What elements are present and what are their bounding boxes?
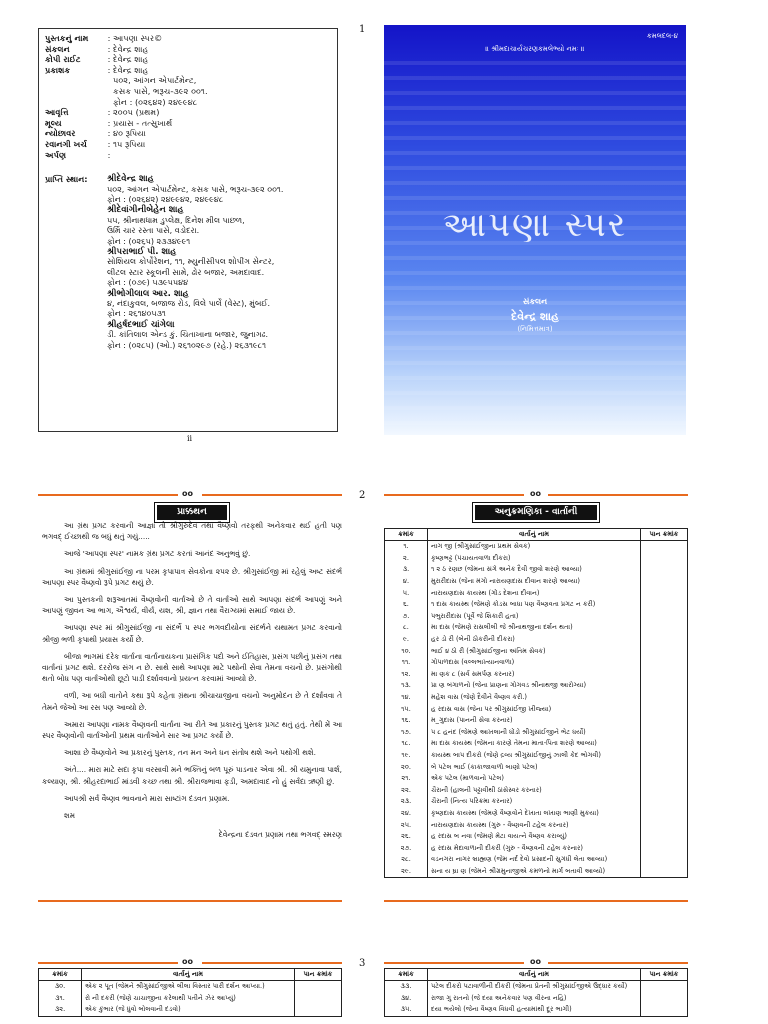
row-title: ચૈરાની (હાલની પટ્ટાવીથી ઠાંસેસ્વર કરનાર) [428,784,641,796]
p3-right-col-title: વાર્તાનું નામ [428,969,641,981]
cover-blessing: ॥ શ્રીમદાચાર્યચરણકમલેભ્યો નમઃ ॥ [485,45,585,53]
distributor-line: ફોન : (૦૨૬૫) ૨૩૩૪૯૯૧ [107,236,191,246]
row-number: ૮. [385,622,428,634]
row-page [641,750,688,762]
distributor-entry [107,320,331,351]
cover-series-tag: કમલદલ-૪ [646,32,678,40]
p3-right-rule-a [384,962,524,964]
preface-paragraphs [42,520,342,804]
imprint-value [113,54,331,65]
distributor-name: શ્રીદેવેન્દ્ર શાહ [107,174,154,185]
row-page [641,715,688,727]
row-page [641,587,688,599]
row-number: ૧૮. [385,738,428,750]
table-row [385,564,688,576]
row-page [641,831,688,843]
imprint-value-line: કસક પાસે, ભરૂચ-૩૯૨ ૦૦૧. [113,85,208,96]
preface-paragraph: આ પુસ્તકની શરૂઆતમાં વૈષ્ણવોની વાર્તાઓ છે તે વાર્તાઓ સાથે આપણા સંદર્ભ આપણું અને આપણું જીવન આ ભાગ, ઐશ્વર્ય, વીર્ય, યશ, શ્રી, જ્ઞાન તથા વૈરાગ્યમાં સમાઈ જાય છે. [42,595,342,616]
row-title: મુરારીદાસ (જેના મંગો નારાયણદાસ દીવાન શરણે આવ્યા) [428,576,641,588]
left-top-rule-a [38,494,178,496]
distributor-line: ૫૦૨, આંગન એપાર્ટમેન્ટ, કસક પાસે, ભરૂચ-૩૯૨ ૦૦૧. [107,184,284,194]
row-page [641,669,688,681]
row-number: ૨૮. [385,854,428,866]
preface-paragraph: વળી, આ બધી વાતોને કથા રૂપે કહેતા ગ્રંથના શ્રીચાચાજીના વચનો અનુમોદન છે તે દર્શાવવા તે તેમને જેઓ આ રસ પણ આવ્યો છે. [42,691,342,712]
p3-left-col-number: ક્રમાંક [39,969,82,981]
imprint-value [113,128,331,139]
table-row [39,993,342,1005]
imprint-label: મૂલ્ય [45,117,62,128]
row-page [641,854,688,866]
row-title: ભાઈ ૪ ઠો રી (શ્રીગુસાંઈજીના અંતિમ સેવક) [428,645,641,657]
table-row [385,854,688,866]
imprint-colon: : [107,138,111,149]
row-page [641,842,688,854]
preface-paragraph: આશા છે વૈષ્ણવોને આ પ્રકારનું પુસ્તક, તન મન અને ધન સંતોષ થશે અને પથોગી થશે. [64,748,316,758]
row-title: મા દાસ કાયસ્થ (જેમના કારણે તેમના માતા-પિતા શરણે આવ્યા) [428,738,641,750]
book-cover [384,25,686,435]
imprint-value [113,139,331,150]
table-row [385,611,688,623]
distributor-name: શ્રીહર્ષદભાઈ ચાંગેલા [107,319,175,330]
preface-closing: શમ [64,811,75,821]
row-page [641,645,688,657]
row-title: નારાયણદાસ કાયસ્થ (ગુરુ - વૈષ્ણવની ટહેલ કરનાર) [428,819,641,831]
row-title: પટેલ દીકરો પટાવાળીની દીકરી (જેમના પ્રેતની શ્રીગુસાંઈજીએ ઉદ્ધાર કર્યો) [428,981,641,993]
row-page [641,611,688,623]
page-number-1: 1 [359,24,366,35]
table-row [385,587,688,599]
imprint-colon: : [107,128,111,139]
row-title: વડનગરા નાગર બ્રાહ્મણ (જેમ નર્દ દેવો પ્રસાદની સુગંધી લેતા આવ્યા) [428,854,641,866]
row-title: પભુરારીદાસ (પૂર્વે જે શિકારી હતા) [428,611,641,623]
imprint-row [45,107,331,118]
table-row [385,808,688,820]
imprint-value-line: દેવેન્દ્ર શાહ [113,43,149,54]
row-number: ૩. [385,564,428,576]
row-page [641,993,688,1005]
row-title: નારાયણદાસ કાયસ્થ (ગોંડ દેશના દીવાન) [428,587,641,599]
distributor-line: ફોન : ૨૬૧૪૦૫૩૧ [107,309,166,319]
imprint-row [45,33,331,44]
preface-paragraph: અંતે.... મારા માટે સદા કૃપા વરસાવી મને ભક્તિનું બળ પૂરું પાડનાર એવા શ્રી. શ્રી યમુનાવા પાર્શ, કલ્યાણ, શ્રી. શ્રીહરદાભાઈ માંડવી કચ્છ તથા શ્રી. શ્રીરાજભાવા ફડી, અમદાવાદ નો હું સર્વદા ઋણી છું. [42,765,342,786]
row-page [641,866,688,878]
imprint-row [45,54,331,65]
row-title: એક ૨ પૂત (જેમને શ્રીગુસાંઈજીએ લીલા વિસ્તાર પારી દર્શન આપ્યા.) [82,981,295,993]
row-number: ૨૧. [385,773,428,785]
left-top-rule-b [202,494,342,496]
distribution-label: પ્રાપ્તિ સ્થાન: [45,174,88,185]
imprint-label: રવાનગી ખર્ચ [45,138,87,149]
imprint-row [45,150,331,161]
preface-text [42,520,342,840]
distributor-entry [107,247,331,289]
imprint-colon: : [107,33,111,43]
row-page [641,622,688,634]
row-title: ૧ દાસ કાયસ્થ (જેમણે કોડસ બાધા પણ વૈષ્ણવતા પ્રગટ ન કરી) [428,599,641,611]
row-number: ૨૪. [385,808,428,820]
distributor-line: ૪, નંદાકુવલ, બજાજ રોડ, વિલે પાર્લે (વેસ્ટ), મુંબઈ. [107,299,271,308]
distributor-entry [107,174,331,205]
table-row [385,669,688,681]
row-title: મા ણક ૮ (સર્વ સમર્પણ કરનાર) [428,669,641,681]
distributor-list [107,174,331,351]
p3-right-rule-b [548,962,688,964]
row-page [641,680,688,692]
cover-editor-name: દેવેન્દ્ર શાહ [511,310,559,323]
row-number: ૯. [385,634,428,646]
row-number: ૨૨. [385,784,428,796]
imprint-colon: : [107,107,111,118]
table-row [385,750,688,762]
row-number: ૬. [385,599,428,611]
row-page [641,773,688,785]
imprint-value [113,107,331,118]
table-row [385,703,688,715]
row-number: ૧૯. [385,750,428,762]
table-row [385,866,688,878]
p3-right-col-number: ક્રમાંક [385,969,428,981]
row-number: ૨. [385,553,428,565]
table-row [385,657,688,669]
imprint-colon: : [107,64,111,75]
p3-left-col-title: વાર્તાનું નામ [82,969,295,981]
table-row [385,761,688,773]
distributor-line: ડી. કાંતિલાલ એન્ડ કું. ચિતાખાના બજાર, જુનાગઢ. [107,330,269,340]
table-row [385,981,688,993]
imprint-label: આવૃત્તિ [45,107,69,118]
row-number: ૧૭. [385,727,428,739]
imprint-label: અર્પણ [45,149,67,160]
cover-band [384,91,686,95]
distributor-name: શ્રીભોગીલાલ આર. શાહ [107,288,189,299]
row-page [641,727,688,739]
row-number: ૨૯. [385,866,428,878]
row-page [641,599,688,611]
row-number: ૨૬. [385,831,428,843]
row-page [641,553,688,565]
cover-band [384,106,686,110]
right-top-rule-a [384,494,524,496]
cover-band [384,421,686,425]
preface-paragraph: આપણા સ્પર માં શ્રીગુસાંઈજી ના સંદર્ભે પ સ્પર ભગવદીયોના સંદર્ભને યથામત પ્રગટ કરવાનો શ્રીજી ભળી કૃપાથી પ્રયાસ કર્યો છે. [42,623,342,644]
imprint-row [45,118,331,129]
distributor-name: શ્રીદેવાંગીનીબેહેન શાહ [107,205,184,216]
row-number: ૨૫. [385,819,428,831]
p3-right-table [384,968,688,1017]
table-row [385,842,688,854]
row-title: કૃષ્ણદાસ કાયસ્થ (જેમણે વૈષ્ણવોને દેખાતા લખાણ ભાણી મુકયા) [428,808,641,820]
row-title: કાયસ્થ બાપ દીકરો (જેણે દ્રવ્ય શ્રીગુસાંઈજીનું ઝાલી કેદ ભોગવી) [428,750,641,762]
distributor-name: શ્રીપરાભાઈ પી. શાહ [107,246,177,257]
right-top-rule-b [548,494,688,496]
table-row [385,1004,688,1016]
row-title: પ્રા ણ બંગાળનો (જેના પ્રાણના ગોગવડ શ્રીનાથજી આરોગ્યા) [428,680,641,692]
row-page [641,981,688,993]
row-page [641,657,688,669]
imprint-box [38,28,338,432]
imprint-label: સંકલન [45,43,70,54]
imprint-value-line: ફોન : (૦૨૬૪૨) ૨૪૯૯૪૮ [113,96,198,107]
imprint-row [45,128,331,139]
table-row [385,692,688,704]
distribution-section [45,174,331,351]
col-page-header: પાન ક્રમાંક [641,529,688,541]
imprint-value-line: ૪૦ રૂપિયા [113,128,146,139]
table-row [385,680,688,692]
table-row [385,599,688,611]
cover-band [384,391,686,395]
row-title: ગોપાળદાસ (વલ્લભાખ્યાનવાળા) [428,657,641,669]
imprint-colon: : [107,43,111,54]
index-heading: અનુક્રમણિકા - વાર્તાની [473,503,599,522]
row-number: ૩૩. [385,981,428,993]
table-row [39,1004,342,1016]
row-number: ૧. [385,541,428,553]
table-row [39,981,342,993]
distributor-entry [107,205,331,247]
row-title: એક પટેલ (માળવાનો પટેલ) [428,773,641,785]
imprint-value [113,150,331,161]
cover-band [384,61,686,65]
table-row [385,715,688,727]
p3-left-rule-a [38,962,178,964]
cover-band [384,181,686,185]
row-number: ૨૭. [385,842,428,854]
p3-left-rule-b [202,962,342,964]
row-title: દયા ભયેલો (જેના વૈષ્ણવ વિધવી હત્યામાંથી દૂર ભાગી) [428,1004,641,1016]
preface-paragraph: આ ગ્રંથમાં શ્રીગુસાંઈજી ના પરમ કૃપાપાત્ર સેવકોના ૨૫૨ છે. શ્રીગુસાંઈજી માં રહેલું અષ્ટ સંદર્ભ આપણા સ્પર વૈષ્ણવો રૂપે પ્રગટ થયું છે. [42,566,342,587]
right-bottom-rule [384,900,688,902]
row-number: ૧૧. [385,657,428,669]
distributor-line: ઉર્મિ ચાર રસ્તા પાસે, વડોદરા. [107,226,200,236]
p3-left-rows [39,981,342,1017]
row-title: બે પટેલ ભાઈ (કાકાજાવાળો બાણો પટેલ) [428,761,641,773]
page-number-2: 2 [359,490,366,501]
table-row [385,773,688,785]
imprint-label: પ્રકાશક [45,64,71,75]
row-title: મ_ગુદાસ (પાનની સેવા કરનાર) [428,715,641,727]
distributor-line: ફોન : (૦૨૮૫) (ઓ.) ૨૬૧૦૨૯૭ (રહે.) ૨૬૩૧૯૮૧ [107,340,266,350]
row-number: ૨૦. [385,761,428,773]
row-title: નાગ જી (શ્રીગુસાંઈજીના પ્રથમ સેવક) [428,541,641,553]
table-row [385,645,688,657]
p3-left-ornament: oo [182,957,193,966]
left-top-ornament: oo [182,489,193,498]
row-title: એક કુંભાર (જે ધુંવો બોલવાની દંડવો) [82,1004,295,1016]
col-title-header: વાર્તાનું નામ [428,529,641,541]
preface-paragraph: આજે 'આપણા સ્પર' નામક ગ્રંથ પ્રગટ કરતાં આનંદ અનુભવું છું. [64,549,251,559]
table-row [385,831,688,843]
cover-band [384,166,686,170]
row-page [641,738,688,750]
row-number: ૨૩. [385,796,428,808]
row-page [641,1004,688,1016]
distributor-line: લીટલ સ્ટાર સ્કૂલની સામે, ઢોર બજાર, અમદાવાદ. [107,267,265,277]
cover-band [384,286,686,290]
page-number-3: 3 [359,958,366,969]
row-number: ૩૨. [39,1004,82,1016]
row-page [295,1004,342,1016]
row-title: હ રદાસ બ નવા (જેમણે મેટા વાયત્ને વૈષ્ણવ કરાવ્યું) [428,831,641,843]
imprint-value [113,33,331,44]
preface-paragraph: અમારા આપણા નામક વૈષ્ણવની વાર્તાના આ રીતે આ પ્રકારનું પુસ્તક પ્રગટ થતું હતું. તેથી મેં આ સ્પર વૈષ્ણવોની વાર્તાઓની પ્રથમ વાર્તાઓને સાર આ પ્રગટ કર્યો છે. [42,719,342,741]
row-title: હ રદાસ વાસ (જેના પર શ્રીગુસાંઈજી ખીજ્યા) [428,703,641,715]
cover-band [384,196,686,200]
p3-right-ornament: oo [530,957,541,966]
distributor-entry [107,289,331,320]
p3-right-col-page: પાન ક્રમાંક [641,969,688,981]
imprint-value-line: ૨૦૦૫ (પ્રથમ) [113,107,160,118]
imprint-colon: : [107,54,111,65]
imprint-label: પુસ્તકનું નામ [45,33,89,43]
row-page [641,703,688,715]
row-number: ૩૦. [39,981,82,993]
imprint-value-line: ૧૫ રૂપિયા [113,138,146,149]
imprint-value [113,118,331,129]
imprint-value [113,44,331,55]
row-page [641,761,688,773]
imprint-row [45,65,331,107]
row-number: ૧૪. [385,692,428,704]
row-number: ૩૫. [385,1004,428,1016]
preface-paragraph: આ ગ્રંથ પ્રગટ કરવાની આજ્ઞા તો શ્રીગુરુદેવ તથા વૈષ્ણવો તરફથી અનેકવાર થઈ હતી પણ ભગવદ્ ઈચ્છાથી જ બધું થતું ગયું..... [42,521,342,542]
table-row [385,993,688,1005]
row-title: રો ની દકરી (જેણે ચાચાજીના કરેલાથી પતીને ઝેર આપ્યું) [82,993,295,1005]
imprint-details [45,33,331,160]
row-number: ૫. [385,587,428,599]
row-page [641,819,688,831]
table-row [385,634,688,646]
page-roman-number: ii [187,434,193,443]
imprint-value-line: દેવેન્દ્ર શાહ [113,64,149,75]
imprint-label: ન્યોછાવર [45,128,76,139]
row-number: ૧૩. [385,680,428,692]
row-number: ૧૬. [385,715,428,727]
row-number: ૩૧. [39,993,82,1005]
imprint-value-line: આપણા સ્પર© [113,33,163,43]
cover-band [384,121,686,125]
preface-signature: દેવેન્દ્રના દંડવત પ્રણામ તથા ભગવદ્ સ્મરણ [218,830,342,840]
imprint-label: કોપી રાઈટ [45,54,81,65]
row-number: ૧૦. [385,645,428,657]
preface-heading: પ્રાક્કથન [155,503,229,522]
cover-band [384,361,686,365]
table-row [385,553,688,565]
imprint-value-line: ૫૦૨, આંગન એપાર્ટમેન્ટ, [113,75,197,86]
row-number: ૧૨. [385,669,428,681]
table-row [385,541,688,553]
row-title: રાજા ગુ રાતનો (જે દયા અનેકવાર પણ વીરના નહિ) [428,993,641,1005]
table-row [385,738,688,750]
index-table [384,528,688,878]
cover-band [384,271,686,275]
p3-left-col-page: પાન ક્રમાંક [295,969,342,981]
row-number: ૭. [385,611,428,623]
preface-paragraph: આપશ્રી સર્વ વૈષ્ણવ ભાવનાને મારા સાષ્ટાંગ દંડવત પ્રણામ. [64,793,230,803]
left-bottom-rule [38,900,342,902]
imprint-colon: : [107,149,111,160]
table-row [385,819,688,831]
cover-editor-label: સંકલન [522,297,548,306]
row-page [295,993,342,1005]
row-number: ૪. [385,576,428,588]
cover-title: આપણા સ્પર [442,205,628,245]
row-page [641,808,688,820]
cover-band [384,151,686,155]
row-page [295,981,342,993]
distributor-line: ફોન : (૦૭૯) ૫૩૯૫૫૪૪ [107,278,189,288]
cover-band [384,76,686,80]
table-row [385,622,688,634]
row-title: ૧ ૨ ઠ રણછ (જેમના સંગે અનેક દૈવી જીવો શરણે આવ્યા) [428,564,641,576]
table-row [385,727,688,739]
right-top-ornament: oo [530,489,541,498]
cover-editor-note: (નિમિત્તમાત્ર) [517,325,553,333]
distributor-line: ફોન : (૦૨૬૪૨) ૨૪૯૯૪૨, ૨૪૯૯૪૮ [107,194,224,204]
imprint-row [45,139,331,150]
distributor-line: સોશિયલ કોર્પોરેશન, ૧૧, મ્યુનીસીપલ શોપીંગ સેન્ટર, [107,257,275,267]
row-title: પ ૮ હનંદ (જેમણે આખલાની ધોંડો શ્રીગુસાંઈજીને ભેટ ધર્યો) [428,727,641,739]
imprint-value-line: દેવેન્દ્ર શાહ [113,54,149,65]
table-row [385,784,688,796]
row-number: ૧૫. [385,703,428,715]
p3-right-rows [385,981,688,1017]
preface-paragraph: બીજા ભાગમાં દરેક વાર્તાના વાર્તાનાયકના પ્રાસંગિક પદો અને ઈતિહાસ, પ્રસંગ પછીનું પ્રસંગ તથા વાર્તાનાં પ્રગટ થશે. દરરોજ સંગ ન છે. સાથે સાથે આપણા માટે પથોની સેવા તેમના વચનો છે. પ્રસંગોથી થતો બોધ પણ વાર્તાઓથી છૂટો પાડી દર્શાવવાનો પ્રયત્ન કરવામાં આવ્યો છે. [42,651,342,684]
col-number-header: ક્રમાંક [385,529,428,541]
imprint-value-line: પ્રયાસ - તત્સુખાર્થ [113,117,173,128]
row-page [641,692,688,704]
cover-band [384,256,686,260]
row-page [641,564,688,576]
cover-band [384,376,686,380]
table-row [385,576,688,588]
row-title: હર ડો રી (બેની ઠોકરીની દીકરા) [428,634,641,646]
row-page [641,784,688,796]
row-title: મહેશ વાસ (જેણે દૈવીને વૈષ્ણવ કરી.) [428,692,641,704]
row-page [641,796,688,808]
p3-left-table [38,968,342,1017]
row-number: ૩૪. [385,993,428,1005]
row-title: સના ય ઘ્રા ણ (જેમને શ્રીગ્રમુનાજીએ કમળનો માર્ગ બતાવી આવ્યો) [428,866,641,878]
index-rows [385,541,688,878]
row-title: હ રદાસ મેદાવાળાની દીકરી (ગુરુ - વૈષ્ણવની ટહેલ કરનાર) [428,842,641,854]
table-row [385,796,688,808]
row-title: મા દાસ (જેમણે રાસલીલી જે શ્રીનાથજીના દર્શન થતા) [428,622,641,634]
imprint-colon: : [107,117,111,128]
imprint-value [113,65,331,107]
row-page [641,576,688,588]
row-title: ચૈરાની (નિત્ય પરિક્રમા કરનાર) [428,796,641,808]
cover-band [384,406,686,410]
cover-band [384,136,686,140]
distributor-line: ૫૫, શ્રીનાથધામ ડુપ્લેક્ષ, દિનેશ મીલ પાછળ, [107,215,245,225]
imprint-row [45,44,331,55]
row-page [641,634,688,646]
row-title: કૃષ્ણભટ્ટ (પંચાયતવાળા દીકરા) [428,553,641,565]
cover-band [384,346,686,350]
row-page [641,541,688,553]
